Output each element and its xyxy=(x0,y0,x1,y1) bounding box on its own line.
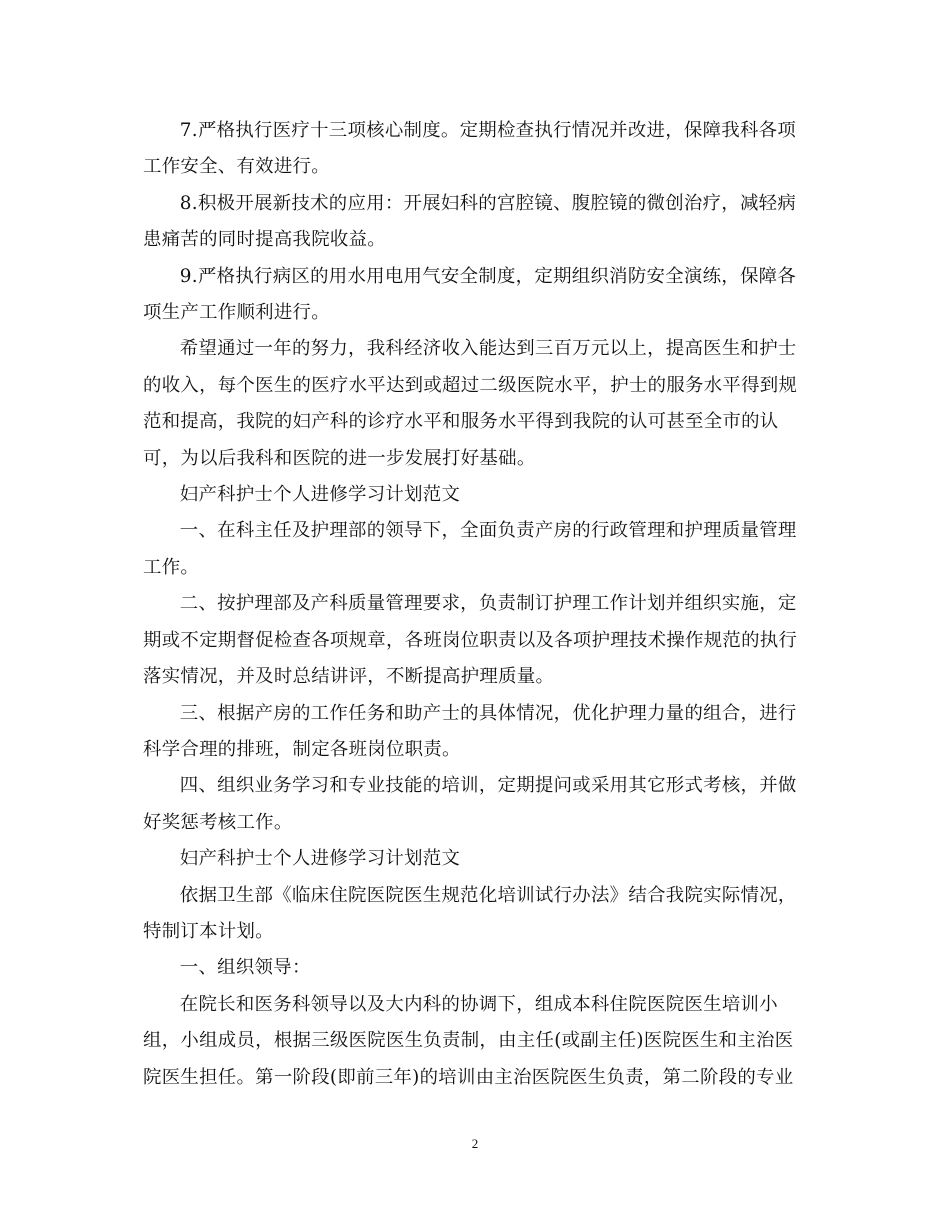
section-heading xyxy=(143,841,803,877)
section-heading xyxy=(143,477,803,513)
page-number: 2 xyxy=(471,1136,479,1151)
text-line: 依据卫生部《临床住院医院医生规范化培训试行办法》结合我院实际情况， xyxy=(179,884,797,906)
heading-line: 一、组织领导： xyxy=(179,957,311,979)
subsection-heading xyxy=(143,950,803,986)
text-line: 8.积极开展新技术的应用：开展妇科的宫腔镜、腹腔镜的微创治疗，减轻病 xyxy=(179,192,797,214)
text-line: 工作安全、有效进行。 xyxy=(143,156,330,178)
paragraph-item-3 xyxy=(143,696,803,769)
text-line: 科学合理的排班，制定各班岗位职责。 xyxy=(143,738,461,760)
paragraph-9 xyxy=(143,259,803,332)
paragraph-item-1 xyxy=(143,513,803,586)
heading-line: 妇产科护士个人进修学习计划范文 xyxy=(179,848,461,870)
text-line: 特制订本计划。 xyxy=(143,920,274,942)
text-line: 组，小组成员，根据三级医院医生负责制，由主任(或副主任)医院医生和主治医 xyxy=(143,1030,794,1052)
document-body xyxy=(143,113,803,1096)
text-line: 三、根据产房的工作任务和助产士的具体情况，优化护理力量的组合，进行 xyxy=(179,702,797,724)
paragraph-8 xyxy=(143,186,803,259)
text-line: 在院长和医务科领导以及大内科的协调下，组成本科住院医院医生培训小 xyxy=(179,993,778,1015)
text-line: 一、在科主任及护理部的领导下，全面负责产房的行政管理和护理质量管理 xyxy=(179,520,797,542)
text-line: 9.严格执行病区的用水用电用气安全制度，定期组织消防安全演练，保障各 xyxy=(179,265,797,287)
text-line: 项生产工作顺利进行。 xyxy=(143,302,330,324)
paragraph-organization xyxy=(143,987,803,1096)
text-line: 患痛苦的同时提高我院收益。 xyxy=(143,229,386,251)
text-line: 7.严格执行医疗十三项核心制度。定期检查执行情况并改进，保障我科各项 xyxy=(179,120,797,141)
text-line: 期或不定期督促检查各项规章，各班岗位职责以及各项护理技术操作规范的执行 xyxy=(143,629,798,651)
text-line: 范和提高，我院的妇产科的诊疗水平和服务水平得到我院的认可甚至全市的认 xyxy=(143,411,779,433)
paragraph-hope xyxy=(143,331,803,477)
text-line: 工作。 xyxy=(143,556,200,578)
paragraph-basis xyxy=(143,878,803,951)
text-line: 的收入，每个医生的医疗水平达到或超过二级医院水平，护士的服务水平得到规 xyxy=(143,374,798,396)
paragraph-item-2 xyxy=(143,586,803,695)
text-line: 四、组织业务学习和专业技能的培训，定期提问或采用其它形式考核，并做 xyxy=(179,775,797,797)
text-line: 二、按护理部及产科质量管理要求，负责制订护理工作计划并组织实施，定 xyxy=(179,593,797,615)
heading-line: 妇产科护士个人进修学习计划范文 xyxy=(179,484,461,506)
text-line: 落实情况，并及时总结讲评，不断提高护理质量。 xyxy=(143,666,555,688)
text-line: 希望通过一年的努力，我科经济收入能达到三百万元以上，提高医生和护士 xyxy=(179,338,797,360)
text-line: 好奖惩考核工作。 xyxy=(143,811,293,833)
paragraph-7 xyxy=(143,113,803,186)
paragraph-item-4 xyxy=(143,768,803,841)
text-line: 可，为以后我科和医院的进一步发展打好基础。 xyxy=(143,447,536,469)
text-line: 院医生担任。第一阶段(即前三年)的培训由主治医院医生负责，第二阶段的专业 xyxy=(143,1066,794,1088)
